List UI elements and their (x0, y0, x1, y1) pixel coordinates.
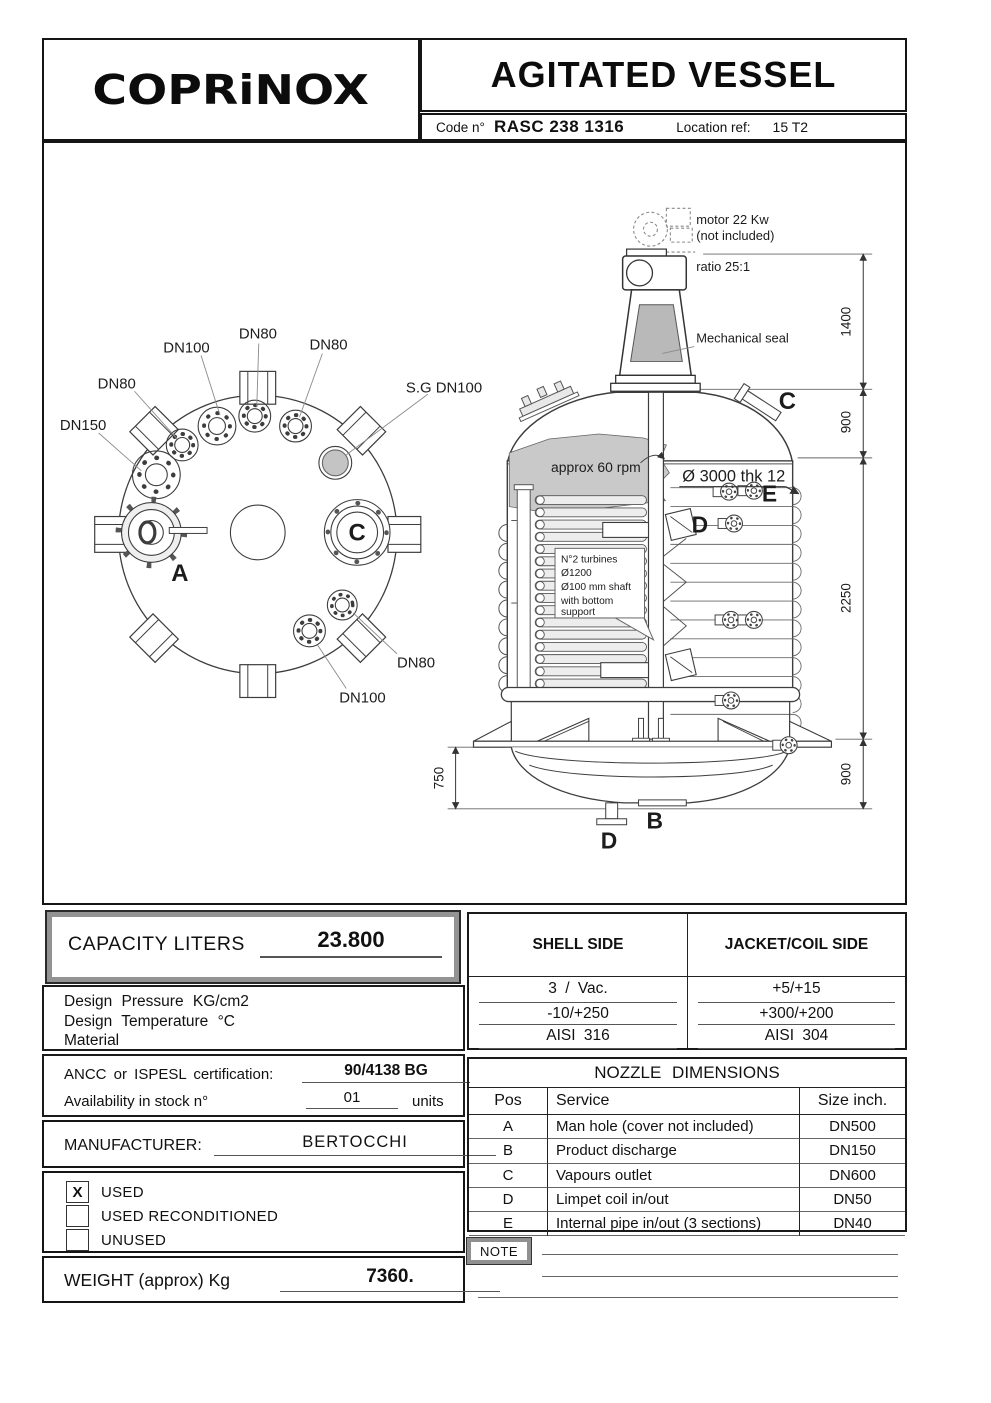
callout-line-1: N°2 turbines (560, 554, 618, 566)
nozzle-pos: A (469, 1115, 547, 1139)
condition-option-used (66, 1181, 144, 1203)
nozzle-service: Product discharge (547, 1139, 800, 1163)
table-row (469, 1164, 905, 1188)
label-dn80-top: DN80 (238, 326, 277, 343)
certification-label: ANCC or ISPESL certification: (64, 1066, 274, 1083)
design-pressure-label: Design Pressure KG/cm2 (64, 993, 249, 1010)
title-box (420, 38, 907, 112)
note-line[interactable] (478, 1297, 898, 1298)
manufacturer-box (42, 1120, 465, 1168)
table-row (469, 1024, 687, 1048)
nozzle-service: Internal pipe in/out (3 sections) (547, 1212, 800, 1236)
col-header-pos: Pos (469, 1088, 547, 1115)
shell-side-header: SHELL SIDE (469, 914, 687, 977)
label-dn80-lower: DN80 (396, 655, 436, 672)
stock-label: Availability in stock n° (64, 1093, 209, 1110)
nozzle-table-header (469, 1088, 905, 1115)
callout-line-4: with bottom (560, 596, 614, 608)
label-c-top-view: C (348, 519, 366, 547)
label-dn80-upper-right: DN80 (309, 337, 348, 354)
nozzle-size: DN500 (800, 1115, 905, 1139)
weight-label: WEIGHT (approx) Kg (64, 1270, 230, 1290)
table-row (687, 1002, 905, 1024)
logo-box (42, 38, 420, 141)
table-row (687, 977, 905, 1002)
limpet-coil-left (499, 524, 507, 692)
nozzle-pos: C (469, 1164, 547, 1188)
table-row (469, 1188, 905, 1212)
label-a-top-view: A (171, 560, 189, 588)
dim-900-top: 900 (838, 410, 854, 434)
label-dn100-upper: DN100 (163, 340, 210, 357)
manufacturer-label: MANUFACTURER: (64, 1137, 202, 1154)
nozzle-pos: B (469, 1139, 547, 1163)
label-dn80-upper-left: DN80 (97, 376, 136, 393)
nozzle-pos: D (469, 1188, 547, 1212)
dim-750: 750 (431, 766, 447, 790)
rpm-note: approx 60 rpm (551, 458, 641, 475)
col-header-service: Service (547, 1088, 800, 1115)
stock-value: 01 (306, 1089, 398, 1109)
label-d-lower-side: D (600, 827, 618, 854)
gearbox-pedestal (611, 249, 700, 391)
condition-option-reconditioned (66, 1205, 278, 1227)
certification-value: 90/4138 BG (302, 1062, 470, 1083)
table-row (469, 1212, 905, 1236)
nozzle-pos: E (469, 1212, 547, 1236)
nozzle-dimensions-table (467, 1057, 907, 1232)
nozzle-size: DN150 (800, 1139, 905, 1163)
code-label: Code n° (436, 119, 485, 135)
shell-temperature-value: -10/+250 (479, 1002, 677, 1025)
dim-2250: 2250 (838, 583, 854, 613)
design-conditions-box (42, 985, 465, 1051)
dim-900-bottom: 900 (838, 762, 854, 786)
jacket-pressure-value: +5/+15 (698, 977, 895, 1003)
callout-line-3: Ø100 mm shaft (560, 582, 631, 594)
note-line[interactable] (542, 1254, 898, 1255)
nozzle-size: DN600 (800, 1164, 905, 1188)
nozzle-service: Man hole (cover not included) (547, 1115, 800, 1139)
note-line[interactable] (542, 1276, 898, 1277)
shell-jacket-table (467, 912, 907, 1050)
table-row (687, 1024, 905, 1048)
weight-value: 7360. (280, 1266, 500, 1292)
nozzle-service: Vapours outlet (547, 1164, 800, 1188)
label-sight-glass: S.G DN100 (405, 380, 483, 397)
jacket-material-value: AISI 304 (698, 1024, 895, 1049)
page-title: AGITATED VESSEL (490, 54, 837, 95)
shell-material-value: AISI 316 (479, 1024, 677, 1049)
table-row (469, 977, 687, 1002)
design-material-label: Material (64, 1032, 120, 1049)
code-value: RASC 238 1316 (493, 117, 625, 136)
table-row (469, 1139, 905, 1163)
condition-option-unused (66, 1229, 166, 1251)
label-b-side: B (646, 807, 664, 834)
internal-standpipe (517, 489, 530, 690)
motor-note-line1: motor 22 Kw (696, 212, 769, 228)
mechanical-seal-shape (631, 305, 683, 362)
dim-1400: 1400 (838, 306, 854, 337)
table-row (469, 1002, 687, 1024)
certification-box (42, 1054, 465, 1117)
label-d-upper-side: D (691, 511, 709, 538)
bottom-outlet-b (639, 800, 687, 806)
drawing-area (42, 141, 907, 905)
shell-pressure-value: 3 / Vac. (479, 977, 677, 1003)
manufacturer-value: BERTOCCHI (214, 1133, 496, 1156)
callout-line-2: Ø1200 (560, 568, 592, 580)
mechanical-seal-label: Mechanical seal (696, 330, 789, 346)
callout-line-5: support (560, 606, 596, 618)
nozzle-size: DN50 (800, 1188, 905, 1212)
unused-checkbox[interactable] (66, 1229, 89, 1251)
col-header-size: Size inch. (800, 1088, 905, 1115)
nozzle-service: Limpet coil in/out (547, 1188, 800, 1212)
company-logo: COPRiNOX (92, 65, 370, 114)
motor-outline (629, 208, 696, 252)
vessel-drawing (44, 143, 904, 902)
capacity-box (47, 912, 459, 982)
top-view (60, 327, 482, 707)
capacity-label: CAPACITY LITERS (68, 933, 245, 955)
ratio-note: ratio 25:1 (696, 258, 751, 274)
used-reconditioned-label: USED RECONDITIONED (101, 1207, 279, 1225)
nozzle-table-title: NOZZLE DIMENSIONS (469, 1059, 905, 1088)
capacity-value: 23.800 (260, 927, 442, 958)
note-box (467, 1238, 531, 1264)
nozzle-size: DN40 (800, 1212, 905, 1236)
jacket-temperature-value: +300/+200 (698, 1002, 895, 1025)
stock-units-label: units (412, 1093, 444, 1110)
design-temperature-label: Design Temperature °C (64, 1012, 235, 1030)
label-c-side: C (778, 388, 796, 416)
jacket-side-header: JACKET/COIL SIDE (687, 914, 905, 977)
used-label: USED (101, 1183, 144, 1201)
label-e-side: E (761, 480, 778, 507)
used-checkbox[interactable]: X (66, 1181, 89, 1203)
location-value: 15 T2 (772, 119, 809, 135)
shell-diameter-note: Ø 3000 thk 12 (682, 467, 786, 486)
used-reconditioned-checkbox[interactable] (66, 1205, 89, 1227)
label-dn100-lower: DN100 (339, 690, 386, 707)
note-label: NOTE (479, 1243, 519, 1259)
location-label: Location ref: (676, 119, 751, 135)
motor-note-line2: (not included) (696, 228, 775, 244)
label-dn150: DN150 (59, 418, 107, 435)
drain-outlet-d (597, 803, 627, 825)
code-bar (420, 113, 907, 141)
condition-box (42, 1171, 465, 1253)
weight-box (42, 1256, 465, 1303)
table-row (469, 1115, 905, 1139)
unused-label: UNUSED (101, 1231, 167, 1249)
sight-glass (319, 446, 352, 479)
side-view (432, 208, 873, 853)
